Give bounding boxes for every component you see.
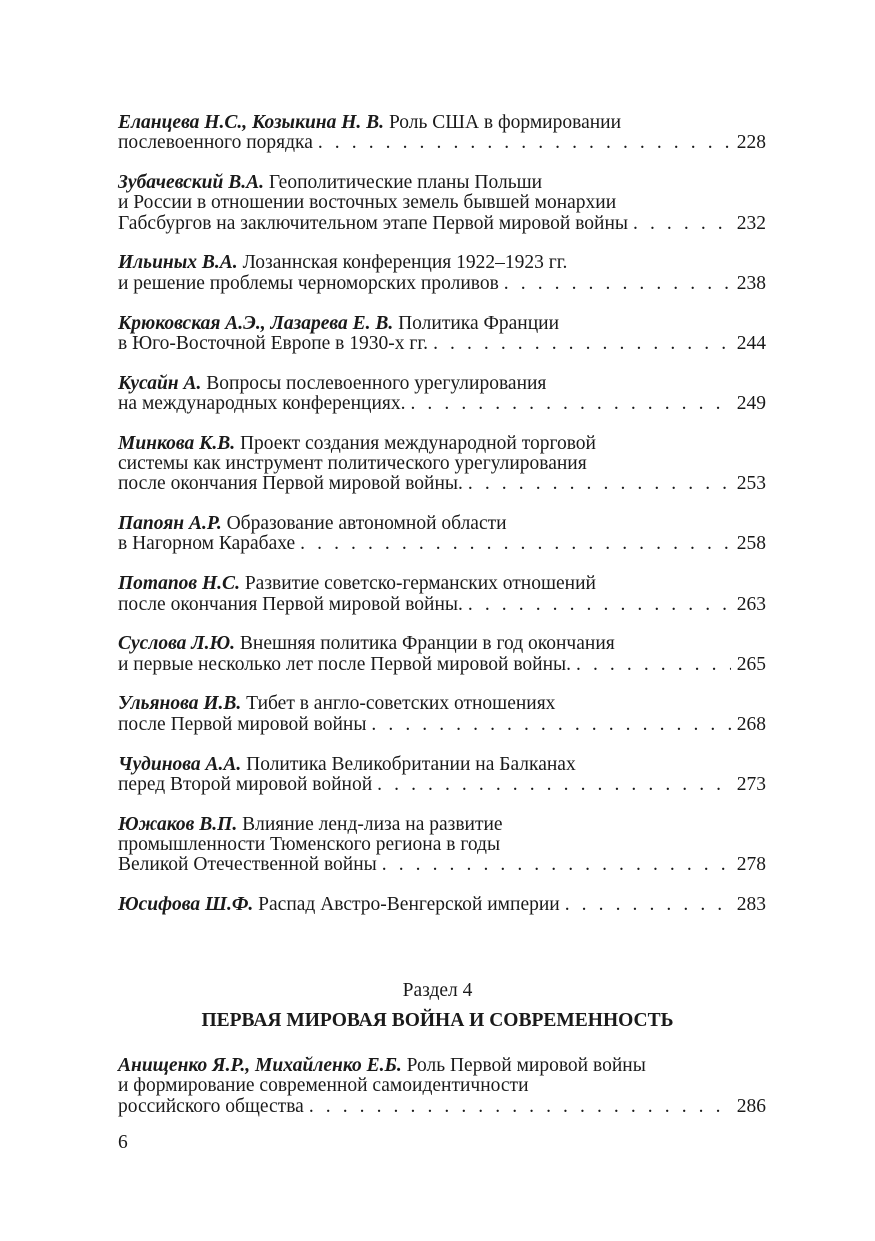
toc-entry-title-end <box>118 895 560 915</box>
toc-entry-page: 258 <box>736 533 766 555</box>
toc-entry-title: Внешняя политика Франции в год окончания <box>239 633 615 655</box>
toc-entry-title: Влияние ленд-лиза на развитие <box>242 813 503 835</box>
toc-entry-line <box>118 173 766 193</box>
toc-entry-author: Потапов Н.С. <box>118 573 240 595</box>
toc-entry-title-end: послевоенного порядка <box>118 132 313 154</box>
toc-entry <box>118 815 766 876</box>
toc-entry-author: Минкова К.В. <box>118 432 236 454</box>
toc-entry-line <box>118 214 766 234</box>
section-title: ПЕРВАЯ МИРОВАЯ ВОЙНА И СОВРЕМЕННОСТЬ <box>201 1010 674 1031</box>
toc-entry-page: 265 <box>736 653 766 675</box>
toc-entry <box>118 374 766 415</box>
toc-entry-line <box>118 253 766 273</box>
toc-entry <box>118 694 766 735</box>
toc-entry-line <box>118 715 766 735</box>
toc-entry-title-end: после окончания Первой мировой войны. <box>118 473 463 495</box>
toc-entry-line <box>118 434 766 454</box>
toc-entry-title-end: в Юго-Восточной Европе в 1930-х гг. <box>118 332 429 354</box>
toc-entry-line <box>118 634 766 654</box>
toc-entry-page: 286 <box>736 1095 766 1117</box>
toc-entry-line: и России в отношении восточных земель бывшей монархии <box>118 192 617 214</box>
toc-entry-title: Лозаннская конференция 1922–1923 гг. <box>242 252 568 274</box>
leader-dots <box>468 474 731 494</box>
toc-entry-title-end: перед Второй мировой войной <box>118 773 373 795</box>
toc-entry <box>118 755 766 796</box>
toc-entry-line: и формирование современной самоидентичности <box>118 1075 529 1097</box>
toc-entry-line <box>118 595 766 615</box>
toc-entry-line <box>118 274 766 294</box>
leader-dots <box>433 334 731 354</box>
toc-entry-author: Чудинова А.А. <box>118 753 242 775</box>
toc-entry-title: Геополитические планы Польши <box>268 172 543 194</box>
toc-entry-title-end: Великой Отечественной войны <box>118 854 377 876</box>
toc-entry-title: Роль США в формировании <box>388 112 622 133</box>
toc-entry-line <box>118 374 766 394</box>
toc-entry-page: 228 <box>736 132 766 154</box>
toc-entry-title: Проект создания международной торговой <box>239 432 596 454</box>
toc-entry-line <box>118 1097 766 1117</box>
toc-entry-page: 268 <box>736 713 766 735</box>
toc-entry-line <box>118 1056 766 1076</box>
section-table-of-contents <box>118 1056 766 1136</box>
toc-entry-author: Зубачевский В.А. <box>118 172 265 194</box>
leader-dots <box>576 655 731 675</box>
toc-entry-author: Еланцева Н.С., Козыкина Н. В. <box>118 112 385 133</box>
toc-entry <box>118 253 766 294</box>
leader-dots <box>382 855 731 875</box>
toc-entry-title-end: на международных конференциях. <box>118 392 406 414</box>
leader-dots <box>300 534 731 554</box>
toc-entry-title: Тибет в англо-советских отношениях <box>246 693 556 715</box>
toc-entry <box>118 314 766 355</box>
toc-entry-page: 249 <box>736 392 766 414</box>
toc-entry-line <box>118 394 766 414</box>
section-label: Раздел 4 <box>402 980 473 1001</box>
toc-entry <box>118 895 766 915</box>
toc-entry-page: 278 <box>736 854 766 876</box>
toc-entry-title: Развитие советско-германских отношений <box>244 573 596 595</box>
toc-entry-title: Образование автономной области <box>226 513 507 535</box>
toc-entry-line <box>118 815 766 835</box>
toc-entry-author: Папоян А.Р. <box>118 513 222 535</box>
leader-dots <box>318 133 731 153</box>
toc-entry-line <box>118 755 766 775</box>
toc-entry-title-end: в Нагорном Карабахе <box>118 533 296 555</box>
toc-entry-author: Ильиных В.А. <box>118 252 238 274</box>
toc-entry-line <box>118 655 766 675</box>
toc-entry-title-end: и первые несколько лет после Первой мировой войны. <box>118 653 572 675</box>
toc-entry-author: Кусайн А. <box>118 372 202 394</box>
toc-entry-page: 238 <box>736 272 766 294</box>
toc-entry-title-end: после окончания Первой мировой войны. <box>118 593 463 615</box>
toc-entry <box>118 574 766 615</box>
toc-entry-line: системы как инструмент политического урегулирования <box>118 453 587 475</box>
toc-entry <box>118 634 766 675</box>
toc-entry <box>118 434 766 495</box>
toc-entry-line <box>118 895 766 915</box>
toc-entry-line <box>118 694 766 714</box>
toc-entry-line <box>118 775 766 795</box>
toc-entry-line: промышленности Тюменского региона в годы <box>118 833 501 855</box>
toc-entry-title-end: Габсбургов на заключительном этапе Первой мировой войны <box>118 212 629 234</box>
page-number: 6 <box>118 1132 128 1153</box>
toc-entry-title-end: и решение проблемы черноморских проливов <box>118 272 499 294</box>
leader-dots <box>504 274 731 294</box>
toc-entry-title: Роль Первой мировой войны <box>406 1055 646 1076</box>
toc-entry-line <box>118 574 766 594</box>
toc-entry-line <box>118 534 766 554</box>
toc-entry-author: Ульянова И.В. <box>118 693 242 715</box>
toc-entry-line <box>118 133 766 153</box>
toc-entry-page: 232 <box>736 212 766 234</box>
toc-entry-title-end: российского общества <box>118 1095 304 1117</box>
leader-dots <box>371 715 730 735</box>
toc-entry-author: Южаков В.П. <box>118 813 238 835</box>
leader-dots <box>309 1097 731 1117</box>
toc-entry-author: Юсифова Ш.Ф. <box>118 894 254 916</box>
leader-dots <box>377 775 731 795</box>
leader-dots <box>468 595 731 615</box>
toc-entry <box>118 1056 766 1117</box>
toc-entry-title: Вопросы послевоенного урегулирования <box>206 372 547 394</box>
toc-entry-page: 273 <box>736 773 766 795</box>
toc-entry-title-end: после Первой мировой войны <box>118 713 367 735</box>
toc-entry-title: Распад Австро-Венгерской империи <box>258 894 560 916</box>
leader-dots <box>633 214 731 234</box>
toc-entry-line <box>118 514 766 534</box>
toc-entry-line <box>118 113 766 133</box>
toc-entry-author: Суслова Л.Ю. <box>118 633 235 655</box>
toc-entry <box>118 514 766 555</box>
toc-entry-page: 263 <box>736 593 766 615</box>
toc-entry-title: Политика Великобритании на Балканах <box>246 753 576 775</box>
toc-entry-page: 283 <box>736 894 766 916</box>
toc-entry-line <box>118 314 766 334</box>
toc-entry <box>118 113 766 154</box>
leader-dots <box>565 895 731 915</box>
toc-entry-title: Политика Франции <box>398 312 560 334</box>
toc-entry-page: 253 <box>736 473 766 495</box>
toc-entry-author: Крюковская А.Э., Лазарева Е. В. <box>118 312 394 334</box>
toc-entry-author: Анищенко Я.Р., Михайленко Е.Б. <box>118 1055 402 1076</box>
toc-entry-line <box>118 474 766 494</box>
toc-entry <box>118 173 766 234</box>
toc-entry-line <box>118 855 766 875</box>
toc-entry-line <box>118 334 766 354</box>
table-of-contents <box>118 113 766 935</box>
leader-dots <box>410 394 730 414</box>
toc-entry-page: 244 <box>736 332 766 354</box>
